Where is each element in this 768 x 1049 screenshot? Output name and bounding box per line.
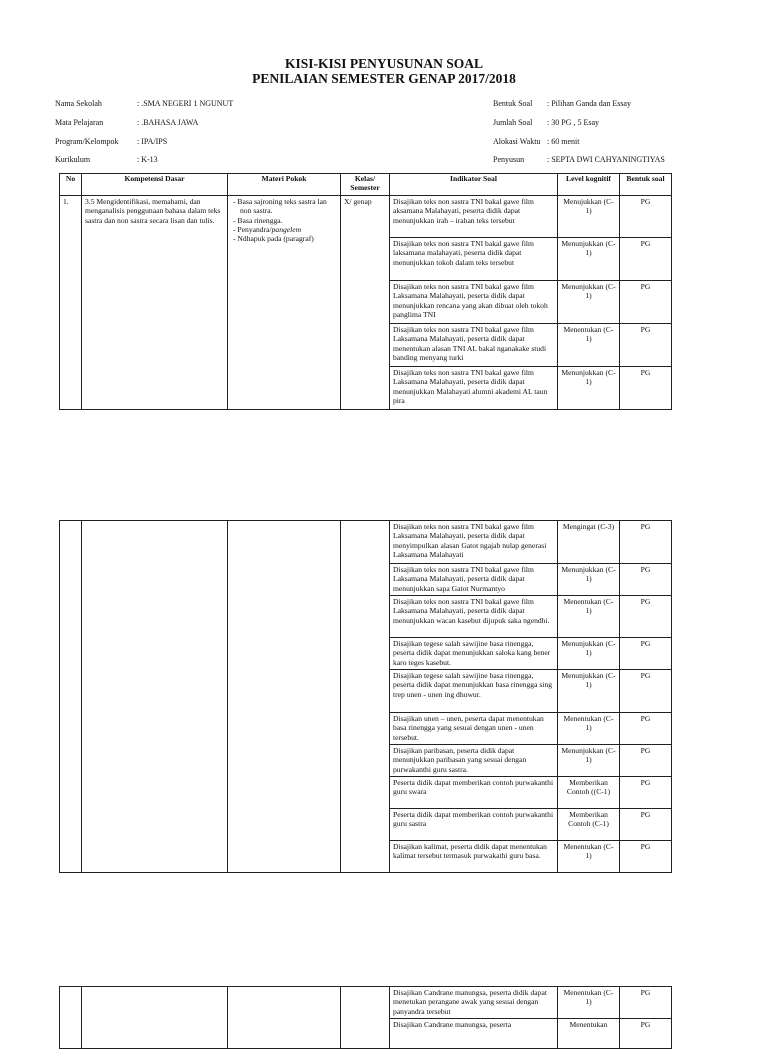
header-no: No: [60, 174, 82, 196]
cell-bentuk: PG: [620, 596, 672, 638]
cell-kompetensi-dasar: 3.5 Mengidentifikasi, memahami, dan menganalisis penggunaan bahasa dalam teks sastra dan non sastra secara lisan dan tulis.: [82, 196, 228, 410]
cell-bentuk: PG: [620, 809, 672, 841]
cell-indikator: Peserta didik dapat memberikan contoh purwakanthi guru swara: [390, 777, 558, 809]
cell-bentuk: PG: [620, 1019, 672, 1049]
header-indikator-soal: Indikator Soal: [390, 174, 558, 196]
cell-no: 1.: [60, 196, 82, 410]
header-bentuk-soal: Bentuk soal: [620, 174, 672, 196]
cell-kelas-semester-empty: [341, 987, 390, 1049]
meta-value: : .SMA NEGERI 1 NGUNUT: [137, 99, 234, 108]
document-title: KISI-KISI PENYUSUNAN SOAL: [284, 56, 484, 71]
cell-bentuk: PG: [620, 367, 672, 410]
cell-bentuk: PG: [620, 238, 672, 281]
kisi-kisi-table-page-3: [59, 986, 672, 1049]
cell-indikator: Disajikan teks non sastra TNI bakal gawe film laksamana malahayati, peserta didik dapat menunjukkan tokoh dalam teks tersebut: [390, 238, 558, 281]
materi-item-text: - Penyandra/: [233, 224, 272, 234]
cell-level: Menunjukkan (C-1): [558, 638, 620, 670]
meta-value: : K-13: [137, 155, 158, 164]
cell-no-empty: [60, 521, 82, 873]
cell-indikator: Disajikan teks non sastra TNI bakal gawe film Laksamana Malahayati, peserta didik dapat menunjukkan rencana yang akan dibuat oleh tokoh panglima TNI: [390, 281, 558, 324]
cell-indikator: Disajikan kalimat, peserta didik dapat menentukan kalimat tersebut termasuk purwakathi guru basa.: [390, 841, 558, 873]
cell-materi-pokok-empty: [228, 521, 341, 873]
cell-level: Menunjukkan (C-1): [558, 564, 620, 596]
materi-item-italic: pangelem: [271, 224, 302, 234]
cell-level: Memberikan Contoh ((C-1): [558, 777, 620, 809]
cell-level: Menunjukkan (C-1): [558, 238, 620, 281]
cell-level: Menunjukkan (C-1): [558, 367, 620, 410]
cell-indikator: Disajikan teks non sastra TNI bakal gawe film Laksamana Malahayati, peserta didik dapat menunjukkan sapa Gatot Nurmantyo: [390, 564, 558, 596]
materi-item: - Ndhapuk pada (paragraf): [233, 234, 314, 244]
meta-label: Nama Sekolah: [55, 99, 102, 108]
cell-bentuk: PG: [620, 638, 672, 670]
cell-indikator: Disajikan unen – unen, peserta dapat menentukan basa rinengga yang sesuai dengan unen - unen tersebut.: [390, 713, 558, 745]
cell-bentuk: PG: [620, 564, 672, 596]
cell-materi-pokok: [228, 196, 341, 410]
meta-value: : .BAHASA JAWA: [137, 118, 199, 127]
materi-item: - Basa rinengga.: [233, 215, 283, 225]
meta-value: : SEPTA DWI CAHYANINGTIYAS: [547, 155, 665, 164]
cell-indikator: Disajikan Candrane manungsa, peserta didik dapat menetukan perangane awak yang sesuai dengan panyandra tersebut: [390, 987, 558, 1019]
cell-level: Menentukan (C-1): [558, 596, 620, 638]
cell-indikator: Disajikan tegese salah sawijine basa rinengga, peserta didik dapat menunjukkan saloka kang bener karo teges kasebut.: [390, 638, 558, 670]
kisi-kisi-table-page-2: [59, 520, 672, 873]
header-kompetensi-dasar: Kompetensi Dasar: [82, 174, 228, 196]
page-3-clip: [0, 986, 768, 1029]
cell-bentuk: PG: [620, 196, 672, 238]
cell-level: Menunjukkan (C-1): [558, 745, 620, 777]
header-level-kognitif: Level kognitif: [558, 174, 620, 196]
meta-label: Mata Pelajaran: [55, 118, 104, 127]
table-row: [60, 521, 672, 564]
cell-materi-pokok-empty: [228, 987, 341, 1049]
cell-indikator: Disajikan teks non sastra TNI bakal gawe film Laksamana Malahayati, peserta didik dapat menunjukkan wacan kasebut dijupuk saka ngendhi.: [390, 596, 558, 638]
cell-bentuk: PG: [620, 745, 672, 777]
cell-level: Menentukan (C-1): [558, 713, 620, 745]
cell-level: Menunjukkan (C-1): [558, 281, 620, 324]
cell-no-empty: [60, 987, 82, 1049]
cell-indikator: Peserta didik dapat memberikan contoh purwakanthi guru sastra: [390, 809, 558, 841]
cell-bentuk: PG: [620, 670, 672, 713]
cell-indikator: Disajikan Candrane manungsa, peserta: [390, 1019, 558, 1049]
cell-bentuk: PG: [620, 841, 672, 873]
cell-level: Menentukan (C-1): [558, 987, 620, 1019]
cell-indikator: Disajikan teks non sastra TNI bakal gawe film Laksamana Malahayati, peserta didik dapat menentukan alasan TNI AL bakal nganakake studi banding menyang turki: [390, 324, 558, 367]
meta-label: Alokasi Waktu: [493, 137, 541, 146]
cell-level: Menujukkan (C-1): [558, 196, 620, 238]
cell-kelas-semester-empty: [341, 521, 390, 873]
cell-indikator: Disajikan paribasan, peserta didik dapat menunjukkan paribasan yang sesuai dengan purwakanthi guru sastra.: [390, 745, 558, 777]
cell-indikator: Disajikan teks non sastra TNI bakal gawe film Laksamana Malahayati, peserta didik dapat menunjukkan Malahayati alumni akademi AL taun pira: [390, 367, 558, 410]
meta-label: Penyusun: [493, 155, 525, 164]
cell-bentuk: PG: [620, 324, 672, 367]
document-subtitle: PENILAIAN SEMESTER GENAP 2017/2018: [252, 71, 516, 86]
cell-level: Mengingat (C-3): [558, 521, 620, 564]
table-header-row: [60, 174, 672, 196]
table-row: [60, 987, 672, 1019]
meta-value: : 60 menit: [547, 137, 580, 146]
materi-item: [231, 225, 337, 234]
cell-level: Memberikan Contoh (C-1): [558, 809, 620, 841]
cell-bentuk: PG: [620, 521, 672, 564]
cell-bentuk: PG: [620, 281, 672, 324]
cell-bentuk: PG: [620, 777, 672, 809]
cell-kompetensi-dasar-empty: [82, 987, 228, 1049]
materi-item: - Basa sajroning teks sastra lan non sastra.: [233, 197, 327, 216]
meta-label: Program/Kelompok: [55, 137, 119, 146]
meta-label: Bentuk Soal: [493, 99, 533, 108]
meta-value: : IPA/IPS: [137, 137, 168, 146]
cell-indikator: Disajikan teks non sastra TNI bakal gawe film aksamana Malahayati, peserta didik dapat menunjukkan irah – irahan teks tersebut: [390, 196, 558, 238]
meta-value: : 30 PG , 5 Esay: [547, 118, 599, 127]
meta-label: Kurikulum: [55, 155, 91, 164]
meta-label: Jumlah Soal: [493, 118, 533, 127]
cell-indikator: Disajikan teks non sastra TNI bakal gawe film Laksamana Malahayati, peserta didik dapat menyimpulkan alasan Gatot ngajab nulap generasi Laksamana Malahayati: [390, 521, 558, 564]
cell-level: Menentukan: [558, 1019, 620, 1049]
header-kelas-semester: Kelas/ Semester: [341, 174, 390, 196]
meta-value: : Pilihan Ganda dan Essay: [547, 99, 631, 108]
kisi-kisi-table-page-1: [59, 173, 672, 410]
cell-kelas-semester: X/ genap: [341, 196, 390, 410]
header-materi-pokok: Materi Pokok: [228, 174, 341, 196]
cell-indikator: Disajikan tegese salah sawijine basa rinengga, peserta didik dapat menunjukkan basa rinengga sing trep unen - unen ing dhuwur.: [390, 670, 558, 713]
cell-bentuk: PG: [620, 713, 672, 745]
cell-level: Menentukan (C-1): [558, 324, 620, 367]
cell-kompetensi-dasar-empty: [82, 521, 228, 873]
cell-level: Menunjukkan (C-1): [558, 670, 620, 713]
table-row: [60, 196, 672, 238]
cell-bentuk: PG: [620, 987, 672, 1019]
cell-level: Menentukan (C-1): [558, 841, 620, 873]
